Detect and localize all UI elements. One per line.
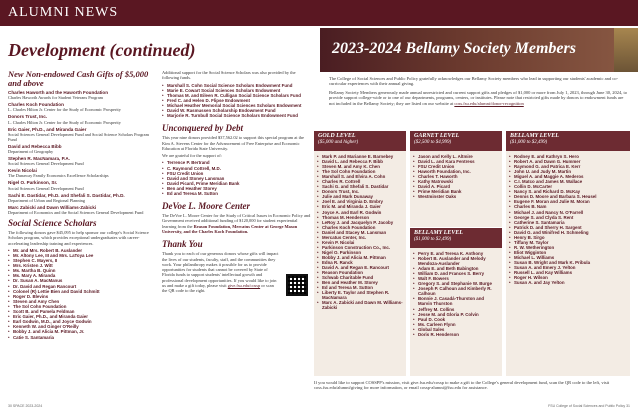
gift-donor-name: Marc Zabicki and Dawn Williams-Zabicki (8, 204, 97, 210)
list-item: • Doris R. Henderson (413, 332, 499, 337)
list-item: • Roger D. Blevins (8, 294, 158, 299)
section-label: ALUMNI NEWS (8, 5, 119, 20)
tier-garnet-body (410, 151, 502, 227)
right-page-title: 2023-2024 Bellamy Society Members (332, 40, 576, 57)
donor-recognition-link[interactable]: coss.fsu.edu/alumni/donor-recognition (454, 100, 524, 106)
list-item: • Haworth Foundation, Inc. (413, 169, 499, 174)
tier-garnet-range: ($2,500 to $4,999) (414, 140, 452, 145)
list-item: • Ed and Teresa M. Sutton (162, 191, 312, 196)
list-item: • David G. and Winifred H. Schmeling (509, 230, 627, 235)
tier-bellamy-continued-body (506, 151, 630, 376)
tier-gold-body (314, 151, 406, 376)
thanks-after: or scan the QR code to the right. (162, 283, 274, 294)
list-item: • Perry E. and Teresa K. Anthony (413, 251, 499, 256)
list-item: • Marshall S. Cohn Social Science Scholars Endowment Fund (162, 83, 312, 88)
list-item: • Westminster Oaks (413, 194, 499, 199)
gift-designation: Social Sciences General Development Fund and Social Science Scholars Program Fund (8, 131, 149, 142)
list-item: • Fred C. and Helen D. Flipse Endowment (162, 98, 312, 103)
list-item: • Liberty E. Taylor and Stephen R. MacNamara (317, 290, 403, 300)
list-item: • Nigel O. Parkinson (317, 250, 403, 255)
gift-entry (8, 90, 158, 100)
list-item: • Schwab Charitable Fund (317, 275, 403, 280)
list-item: • David W. Rasmussen Scholarship Endowment Fund (162, 108, 312, 113)
gift-designation: Social Sciences General Development Fund (8, 161, 84, 167)
gift-donor-name: Charles Haworth and the Haworth Foundation (8, 90, 109, 95)
tier-gold-list (317, 154, 403, 310)
list-item: • Steven and Amy Chen (8, 299, 158, 304)
list-item: • Susan A. and Jay Yelton (509, 280, 627, 285)
list-item: • Miguel A. and Maggie A. Mederos (509, 174, 627, 179)
list-item: • Parkinson Construction Co., Inc. (317, 245, 403, 250)
section-header-bar (0, 0, 638, 26)
list-item: • Marjorie R. Turnbull Social Science Scholars Endowment Fund (162, 113, 312, 118)
list-item: • Kenneth W. and Ginger O'Reilly (8, 324, 158, 329)
left-page-title: Development (continued) (8, 40, 196, 60)
tier-bellamy-body (410, 248, 502, 376)
list-item: • Joel E. and Virginia D. Embry (317, 199, 403, 204)
list-item: • John U. and Judy M. Martin (509, 169, 627, 174)
devoe-text (162, 213, 312, 234)
list-item: • Paul D. Cook (413, 317, 499, 322)
devoe-funders: Reason Foundation, Mercatus Center at George Mason University, and the Charles Koch Foundation. (162, 223, 298, 234)
list-item: • Marc A. Zabicki and Dawn M. Williams-Zabicki (317, 300, 403, 310)
list-item: • Marie E. Cowart Social Sciences Scholars Endowment (162, 88, 312, 93)
list-item: • David A. and Regan E. Rancourt (317, 265, 403, 270)
tier-bellamy-title: BELLAMY LEVEL (414, 230, 463, 236)
list-item: • Ms. Martha B. Quinn (8, 268, 158, 273)
list-item: • Jason and Kelly L. Altmire (413, 154, 499, 159)
gift-entry (8, 205, 158, 215)
debt-donor-list (162, 160, 312, 196)
list-item: • Walt F. Bowers (413, 276, 499, 281)
intro-p2-text: Bellamy Society Members generously made annual unrestricted and current support gifts and pledges of $1,000 or more from July 1, 2023, through June 30, 2024, to provide support college-wide or to one of our departments, programs, centers, or institutes. Please note that restricted gifts made by donors to endowment funds are not included in the Bellamy Society; they are listed on our website at (329, 89, 627, 106)
scholars-fund-list (162, 83, 312, 119)
gift-donor-name: Donors Trust, Inc. (8, 114, 48, 120)
list-item: • Joseph P. Calhoun and Kimberly R. Calhoun (413, 286, 499, 296)
intro-p2 (329, 90, 629, 106)
devoe-heading: DeVoe L. Moore Center (162, 201, 250, 212)
list-item: • Charles Koch Foundation (317, 225, 403, 230)
gift-entry (8, 180, 158, 190)
scholars-more-text: Additional support for the Social Science Scholars was also provided by the following funds. (162, 70, 296, 81)
left-column (8, 70, 158, 340)
list-item: • Earl Godwin, M.D., and Joyce Godwin (8, 319, 158, 324)
list-item: • Susan B. Wright and Mark K. Pribula (509, 260, 627, 265)
list-item: • Nancy S. and Richard D. McKay (509, 189, 627, 194)
list-item: • Collin D. McCarter (509, 184, 627, 189)
debt-text: This year nine donors provided $37,562.02 to support this special program at the Kim A. Stevens Center for the Advancement of Free Enterprise and Economic Education at Florida State University. (162, 135, 304, 151)
qr-code-icon[interactable] (286, 274, 308, 296)
list-item: • Eric Gaier, Ph.D., and Miranda Gaier (8, 314, 158, 319)
list-item: • FSU Credit Union (413, 164, 499, 169)
list-item: • Donors Trust, Inc. (317, 189, 403, 194)
tier-bellamy-continued-header (506, 131, 630, 151)
list-item: • David A. Picard (413, 184, 499, 189)
tier-garnet-title: GARNET LEVEL (414, 133, 460, 139)
hero-accent (614, 28, 638, 72)
list-item: • Robert A. and Dawn G. Hummer (509, 159, 627, 164)
list-item: • Russell L. and Kay Williams (509, 270, 627, 275)
gift-entry (8, 144, 158, 154)
gift-donor-name: David and Rebecca Bibb (8, 143, 62, 149)
list-item: • R. W. Wetherington (509, 245, 627, 250)
new-gifts-heading: New Non-endowed Cash Gifts of $5,000 and above (8, 69, 149, 88)
hero-banner (320, 28, 638, 72)
tier-bellamy-continued-range: ($1,000 to $2,499) (510, 140, 548, 145)
gift-designation: Charles Haworth Awards for Student Veterans Program (8, 95, 103, 101)
tier-gold-title: GOLD LEVEL (318, 133, 356, 139)
tier-garnet-header (410, 131, 502, 151)
list-item: • The Sol Cohn Foundation (8, 304, 158, 309)
list-item: • Edna R. Ranck (317, 260, 403, 265)
middle-column (162, 70, 312, 296)
devoe-text-a: The DeVoe L. Moore Center for the Study of Critical Issues in Economic Policy and Government received additional funding of $120,000 for student experiential learning from the (162, 213, 311, 229)
list-item: • C. Raymond Cottrell, M.D. (162, 166, 312, 171)
tier-gold-range: ($5,000 and higher) (318, 140, 359, 145)
scholars-heading: Social Science Scholars (8, 218, 97, 229)
list-item: • Henry B. Sirgo (509, 235, 627, 240)
list-item: • FSU Credit Union (162, 171, 312, 176)
gift-designation: Social Sciences General Development Fund (8, 185, 84, 191)
list-item: • Ms. Carleen Flynn (413, 322, 499, 327)
list-item: • Thomas M. Henderson (317, 215, 403, 220)
list-item: • C.I. Matco and James M. Wallace (509, 179, 627, 184)
list-item: • Jeffrey M. Collins (413, 307, 499, 312)
list-item: • Mrs. Kristen J. Witt (8, 263, 158, 268)
list-item: • Michael L. Williams (509, 255, 627, 260)
tier-bellamy-continued (506, 131, 630, 376)
list-item: • Dennis D. Moore and Barbara S. Heusel (509, 194, 627, 199)
right-page-number: FSU College of Social Sciences and Public Policy 31 (548, 404, 630, 408)
list-item: • Catherine S. Santamaria (509, 220, 627, 225)
list-item: • George S. and Clyda S. Rent (509, 215, 627, 220)
gift-designation: Department of Economics and the Social Sciences General Development Fund (8, 210, 144, 216)
tier-garnet (410, 131, 502, 227)
list-item: • Global Sales (413, 327, 499, 332)
list-item: • Ben and Heather Storey (162, 186, 312, 191)
list-item: • Terrence P. Bertrand (162, 160, 312, 165)
list-item: • Rodney E. and Kathryn S. Hero (509, 154, 627, 159)
list-item: • Eugene F. Moran and Julie M. Moran (509, 199, 627, 204)
tier-gold-header (314, 131, 406, 151)
tier-bellamy (410, 228, 502, 376)
list-item: • Julie and Mark Dunaway (317, 194, 403, 199)
list-item: • Charles R. Cottrell (317, 179, 403, 184)
gift-entry (8, 168, 158, 178)
list-item: • David L. and Rebecca F. Bibb (317, 159, 403, 164)
gift-donor-name: Eric Gaier, Ph.D., and Miranda Gaier (8, 126, 87, 132)
gift-donor-name: Nigel O. Parkinson, Sr. (8, 180, 58, 186)
list-item: • Bobby J. and Alicia M. Pittman (317, 255, 403, 260)
list-item: • David L. and Kara Fentress (413, 159, 499, 164)
list-item: • Mark P. and Marianne E. Barnebey (317, 154, 403, 159)
list-item: • Steven M. and Amy K. Chen (317, 164, 403, 169)
list-item: • Prime Meridian Bank (413, 189, 499, 194)
list-item: • Ms. Mary A. Miranda (8, 273, 158, 278)
list-item: • Stephen C. Mayers, II (8, 258, 158, 263)
list-item: • Charles B. Nam (509, 204, 627, 209)
gift-designation: Department of Urban and Regional Planning (8, 197, 85, 203)
list-item: • Patrick D. and Sherry H. Sargent (509, 225, 627, 230)
gift-designation: The Dunaway Family Economics Excellence Scholarships (8, 173, 109, 179)
list-item: • Robert B. Auslander and Melody Mendoza-Auslander (413, 256, 499, 266)
list-item: • Susan A. and Emery J. Yelton (509, 265, 627, 270)
give-link[interactable]: give.fsu.edu/cossp (227, 283, 261, 289)
footer-text: If you would like to support COSSPP's mission, visit give.fsu.edu/cossp to make a gift to the College's general development fund, scan the QR code to the left, visit coss.fsu.edu/alumni/giving for more information, or email cossp-alumni@fsu.edu for assistance. (314, 380, 610, 391)
thanks-heading: Thank You (162, 239, 203, 250)
tier-bellamy-header (410, 228, 502, 248)
list-item: • Joyce A. and Earl R. Godwin (317, 210, 403, 215)
list-item: • David and Stoney Lansman (162, 176, 312, 181)
list-item: • Thomas M. and Eileen R. Culligan Social Science Scholars Fund (162, 93, 312, 98)
tier-bellamy-range: ($1,000 to $2,499) (414, 237, 452, 242)
list-item: • Eric M. and Miranda J. Gaier (317, 204, 403, 209)
list-item: • Kathy Matrowski (413, 179, 499, 184)
scholars-text: The following donors gave $45,095 to help sponsor our college's Social Science Scholars program, which provides exceptional undergraduates with career-accelerating leadership training and experiences. (8, 230, 149, 246)
list-item: • Catie S. Santamaria (8, 335, 158, 340)
list-item: • Mr. and Mrs. Robert B. Auslander (8, 248, 158, 253)
list-item: • Bobby J. and Alicia M. Pittman, Jr. (8, 329, 158, 334)
gift-entry (8, 193, 158, 203)
list-item: • Dr. Susan A. MacManus (8, 278, 158, 283)
list-item: • Tiffany M. Taylor (509, 240, 627, 245)
list-item: • Reason Foundation (317, 270, 403, 275)
tier-bellamy-continued-title: BELLAMY LEVEL (510, 133, 559, 139)
list-item: • Gregory S. and Stephanie W. Burge (413, 281, 499, 286)
list-item: • Scott B. and Pamela Feldman (8, 309, 158, 314)
list-item: • Marshall S. and Elvira A. Cohn (317, 174, 403, 179)
debt-grateful: We are grateful for the support of: (162, 153, 222, 159)
list-item: • Ed and Teresa M. Sutton (317, 285, 403, 290)
list-item: • Roger H. Wilson (509, 275, 627, 280)
gift-donor-name: Kevin Nicolai (8, 168, 37, 174)
gift-donor-name: Stephen R. MacNamara, P.A. (8, 156, 70, 162)
list-item: • Raymond G. and Patrica E. Kerr (509, 164, 627, 169)
tier-bellamy-continued-list (509, 154, 627, 285)
list-item: • Ben and Heather M. Storey (317, 280, 403, 285)
list-item: • William D. and Frances S. Berry (413, 271, 499, 276)
new-gifts-list (8, 90, 158, 215)
list-item: • Dr. David and Regan Rancourt (8, 284, 158, 289)
list-item: • Mr. Altony Lee, III and Mrs. LaToya Lee (8, 253, 158, 258)
list-item: • Mercatus Center, Inc. (317, 235, 403, 240)
list-item: • Colonel (R) Lettie Bien and David Schmitt (8, 289, 158, 294)
gift-entry (8, 127, 158, 142)
gift-entry (8, 114, 158, 124)
list-item: • Michael Heather Memorial Social Sciences Scholars Endowment (162, 103, 312, 108)
gift-entry (8, 102, 158, 112)
list-item: • The Sol Cohn Foundation (317, 169, 403, 174)
list-item: • Eliot Wigginton (509, 250, 627, 255)
gift-entry (8, 156, 158, 166)
gift-designation: L. Charles Hilton Jr. Center for the Study of Economic Prosperity (8, 119, 121, 125)
tier-bellamy-list (413, 251, 499, 337)
gift-designation: L. Charles Hilton Jr. Center for the Study of Economic Prosperity (8, 107, 121, 113)
tier-gold (314, 131, 406, 376)
gift-donor-name: Charles Koch Foundation (8, 102, 64, 108)
list-item: • Charles T. Haworth (413, 174, 499, 179)
thanks-body: Thank you to each of our generous donors whose gifts will impact the lives of our students, faculty, staff, and the communities they work. Your philanthropy makes it possible for us to provide opportunities for students that cannot be covered by State of Florida funds to support students' intellectual growth and professional development opportunities. If you would like to join us and make a gift today, please visit (162, 251, 279, 289)
gift-donor-name: Sachi E. Dastidar, Ph.D. and Shefali S. Dastidar, Ph.D. (8, 192, 125, 198)
thanks-text (162, 251, 280, 293)
list-item: • Sachi G. and Shefali S. Dastidar (317, 184, 403, 189)
tier-garnet-list (413, 154, 499, 199)
list-item: • Daniel and Stacey M. Lansman (317, 230, 403, 235)
list-item: • Bonnie J. Casadá-Thurston and Marvin Thurston (413, 296, 499, 306)
gift-designation: Department of Geography (8, 149, 54, 155)
scholars-donor-list (8, 248, 158, 340)
list-item: • Michael J. and Nancy N. O'Farrell (509, 210, 627, 215)
intro-block (329, 76, 629, 109)
list-item: • David Picard, Prime Meridian Bank (162, 181, 312, 186)
debt-heading: Unconquered by Debt (162, 123, 243, 134)
list-item: • Kevin P. Nicolai (317, 240, 403, 245)
left-page-number: 30 SPACE 2023-2024 (8, 404, 43, 408)
list-item: • Adam E. and Beth Babington (413, 266, 499, 271)
list-item: • LeRoy J. and Jacquelyn P. Jacoby (317, 220, 403, 225)
list-item: • Jesse M. and Gloria P. Colvin (413, 312, 499, 317)
intro-p1: The College of Social Sciences and Public Policy gratefully acknowledges our Bellamy Society members who lead in supporting our students' academic and co-curricular experiences with their annual giving. (329, 76, 618, 87)
